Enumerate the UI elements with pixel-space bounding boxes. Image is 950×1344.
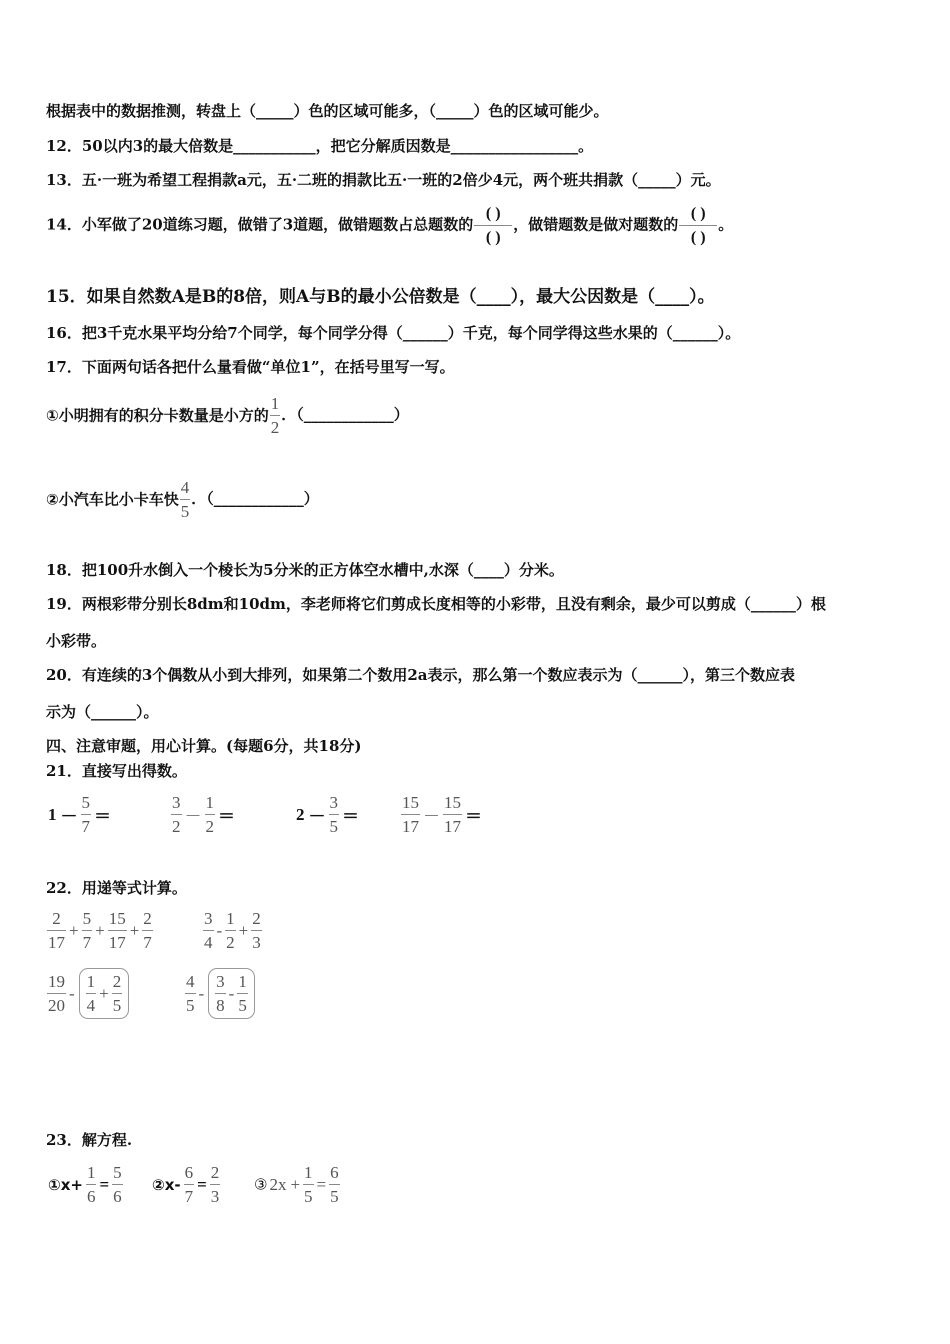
q14-blank-fraction-1 [474, 203, 512, 248]
question-21: 21．直接写出得数。 [46, 762, 187, 780]
equals-sign: = [99, 1174, 110, 1194]
plus-sign: + [238, 920, 249, 940]
fraction-numerator: 15 [108, 909, 126, 928]
operand: 2 [296, 804, 305, 824]
question-14 [46, 203, 733, 248]
variable-term: 2x [269, 1174, 287, 1194]
fraction-denominator: 4 [86, 993, 97, 1016]
fraction-numerator: 5 [82, 909, 92, 928]
q22-expression-3 [46, 968, 131, 1019]
fraction-numerator: 1 [270, 394, 280, 413]
q21-expression-3 [294, 792, 361, 837]
fraction-numerator: 2 [112, 972, 122, 991]
fraction [112, 1162, 123, 1207]
question-16: 16．把3千克水果平均分给7个同学，每个同学分得（______）千克，每个同学得这些水果的（______）。 [46, 324, 741, 342]
question-13: 13．五·一班为希望工程捐款a元，五·二班的捐款比五·一班的2倍少4元，两个班共捐款（_____）元。 [46, 171, 721, 189]
fraction-denominator: 3 [251, 930, 262, 953]
fraction [237, 971, 248, 1016]
fraction-denominator: 2 [171, 814, 182, 837]
fraction-denominator: 6 [112, 1184, 123, 1207]
equation-prefix: ①x+ [48, 1175, 83, 1194]
question-12: 12．50以内3的最大倍数是___________，把它分解质因数是_________________。 [46, 137, 594, 155]
equals-sign: ＝ [218, 807, 235, 826]
fraction [184, 1162, 195, 1207]
fraction-denominator: 8 [215, 993, 226, 1016]
q23-equation-1 [46, 1162, 124, 1207]
q14-text-2: ，做错题数是做对题数的 [513, 215, 679, 234]
fraction-numerator: 4 [180, 478, 190, 497]
equals-sign: = [197, 1174, 207, 1194]
question-19-line-1: 19．两根彩带分别长8dm和10dm，李老师将它们剪成长度相等的小彩带，且没有剩余，最少可以剪成（______）根 [46, 595, 826, 613]
q17-item2-post: ．（____________） [191, 489, 319, 508]
question-17: 17．下面两句话各把什么量看做“单位1”，在括号里写一写。 [46, 358, 455, 376]
fraction [185, 971, 196, 1016]
fraction [47, 971, 66, 1016]
q22-expression-2 [202, 908, 263, 953]
fraction-denominator: 2 [270, 415, 281, 438]
fraction-denominator: 2 [205, 814, 216, 837]
q21-expression-1 [46, 792, 113, 837]
fraction-numerator: 15 [444, 793, 461, 812]
fraction-denominator: 2 [225, 930, 236, 953]
fraction-denominator: 5 [180, 499, 191, 522]
fraction-denominator: 5 [329, 1184, 340, 1207]
q14-blank-den-1: ( ) [474, 225, 512, 248]
equation-prefix: ②x- [152, 1175, 181, 1194]
fraction-denominator: 17 [401, 814, 420, 837]
fraction [171, 792, 182, 837]
fraction-denominator: 6 [86, 1184, 97, 1207]
fraction-denominator: 7 [81, 814, 92, 837]
fraction-numerator: 3 [216, 972, 225, 991]
fraction-numerator: 2 [210, 1163, 220, 1182]
q17-item1-pre: ①小明拥有的积分卡数量是小方的 [46, 406, 269, 425]
equals-sign: ＝ [94, 807, 111, 826]
minus-sign: - [69, 983, 75, 1003]
fraction-numerator: 6 [184, 1163, 194, 1182]
operand: 1 [48, 804, 57, 824]
question-prev-line: 根据表中的数据推测，转盘上（_____）色的区域可能多，（_____）色的区域可能少。 [46, 102, 609, 120]
q14-blank-num-1: ( ) [485, 205, 501, 222]
q21-expression-2 [170, 792, 237, 837]
fraction-numerator: 4 [186, 972, 195, 991]
fraction-numerator: 15 [402, 793, 419, 812]
fraction-denominator: 5 [112, 993, 123, 1016]
fraction-numerator: 5 [81, 793, 90, 812]
fraction [210, 1162, 221, 1207]
question-19-line-2: 小彩带。 [46, 632, 107, 650]
q14-blank-num-2: ( ) [690, 205, 706, 222]
fraction [47, 908, 66, 953]
q21-expression-4 [400, 792, 484, 837]
fraction [203, 908, 214, 953]
section-4-title: 四、注意审题，用心计算。(每题6分，共18分) [46, 737, 362, 755]
q17-item2-fraction [180, 477, 191, 522]
fraction [225, 908, 236, 953]
fraction-denominator: 4 [203, 930, 214, 953]
equals-sign: ＝ [342, 807, 359, 826]
fraction-denominator: 17 [47, 930, 66, 953]
fraction-numerator: 19 [48, 972, 65, 991]
q17-item1-fraction [270, 393, 281, 438]
fraction-denominator: 5 [185, 993, 196, 1016]
fraction-numerator: 1 [205, 793, 214, 812]
question-15: 15．如果自然数A是B的8倍，则A与B的最小公倍数是（____），最大公因数是（____）。 [46, 287, 715, 307]
fraction-denominator: 17 [443, 814, 462, 837]
q14-blank-den-2: ( ) [679, 225, 717, 248]
fraction [82, 908, 93, 953]
equation-prefix: ③ [254, 1175, 268, 1194]
fraction-denominator: 17 [108, 930, 127, 953]
fraction-numerator: 1 [226, 909, 235, 928]
q14-text-1: 14．小军做了20道练习题，做错了3道题，做错题数占总题数的 [46, 215, 474, 234]
fraction-denominator: 5 [303, 1184, 314, 1207]
plus-sign: + [99, 983, 109, 1003]
fraction [443, 792, 462, 837]
fraction [86, 1162, 97, 1207]
question-20-line-1: 20．有连续的3个偶数从小到大排列，如果第二个数用2a表示，那么第一个数应表示为（______），第三个数应表 [46, 666, 795, 684]
question-17-item-2 [46, 477, 319, 522]
fraction [329, 792, 340, 837]
minus-sign: － [423, 807, 440, 826]
fraction-numerator: 1 [304, 1163, 313, 1182]
fraction [303, 1162, 314, 1207]
q23-equation-3 [254, 1162, 341, 1207]
equals-sign: = [316, 1174, 327, 1194]
fraction-numerator: 1 [238, 972, 247, 991]
q17-item1-post: ．（____________） [281, 405, 409, 424]
question-22: 22．用递等式计算。 [46, 879, 187, 897]
fraction [215, 971, 226, 1016]
fraction-numerator: 2 [143, 909, 152, 928]
parentheses [208, 968, 255, 1019]
fraction-denominator: 3 [210, 1184, 221, 1207]
fraction [329, 1162, 340, 1207]
minus-sign: - [228, 983, 235, 1003]
fraction [108, 908, 127, 953]
fraction [251, 908, 262, 953]
q17-item2-pre: ②小汽车比小卡车快 [46, 490, 179, 509]
fraction-denominator: 7 [142, 930, 153, 953]
fraction-numerator: 3 [172, 793, 181, 812]
fraction-numerator: 5 [113, 1163, 122, 1182]
fraction-numerator: 6 [330, 1163, 339, 1182]
fraction [112, 971, 123, 1016]
plus-sign: + [129, 920, 140, 940]
equals-sign: ＝ [465, 807, 482, 826]
q22-expression-1 [46, 908, 154, 953]
fraction [86, 971, 97, 1016]
plus-sign: + [69, 920, 79, 940]
plus-sign: + [95, 920, 105, 940]
fraction-numerator: 3 [204, 909, 213, 928]
fraction [401, 792, 420, 837]
fraction-denominator: 7 [82, 930, 93, 953]
minus-sign: - [198, 983, 205, 1003]
q22-expression-4 [184, 968, 257, 1019]
question-23: 23．解方程. [46, 1131, 133, 1149]
question-18: 18．把100升水倒入一个棱长为5分米的正方体空水槽中,水深（____）分米。 [46, 561, 564, 579]
fraction [205, 792, 216, 837]
fraction-denominator: 20 [47, 993, 66, 1016]
question-17-item-1 [46, 393, 409, 438]
minus-sign: － [308, 807, 326, 826]
minus-sign: - [216, 920, 223, 940]
fraction-denominator: 7 [184, 1184, 195, 1207]
q23-equation-2 [150, 1162, 221, 1207]
plus-sign: + [290, 1174, 301, 1194]
q14-blank-fraction-2 [679, 203, 717, 248]
fraction-numerator: 3 [329, 793, 338, 812]
parentheses [79, 968, 130, 1019]
fraction-denominator: 5 [237, 993, 248, 1016]
fraction-numerator: 2 [52, 909, 61, 928]
q14-text-3: 。 [718, 215, 734, 234]
fraction-numerator: 1 [86, 972, 96, 991]
fraction [81, 792, 92, 837]
fraction-denominator: 5 [329, 814, 340, 837]
fraction-numerator: 2 [252, 909, 261, 928]
fraction [142, 908, 153, 953]
question-20-line-2: 示为（______）。 [46, 703, 159, 721]
minus-sign: － [184, 807, 202, 826]
fraction-numerator: 1 [86, 1163, 96, 1182]
minus-sign: － [60, 807, 78, 826]
